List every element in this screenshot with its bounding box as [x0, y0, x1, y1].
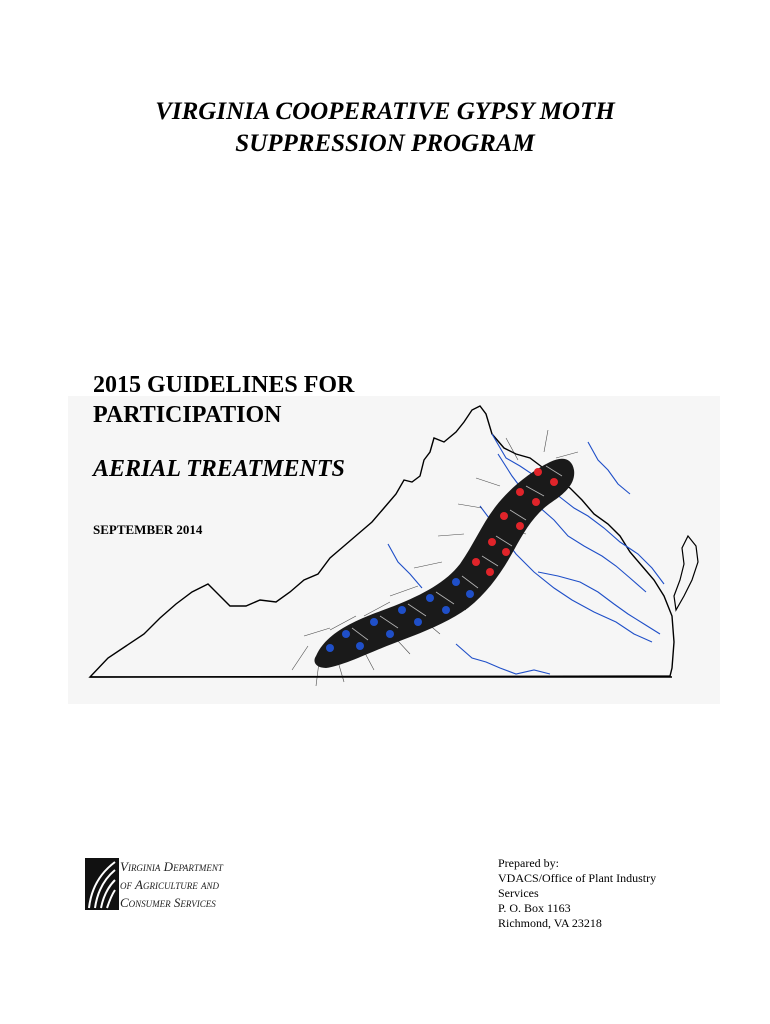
guidelines-heading — [93, 370, 354, 430]
prepared-by-label: Prepared by: — [498, 856, 559, 870]
caterpillar-map-illustration — [68, 396, 720, 704]
prepared-by-city: Richmond, VA 23218 — [498, 916, 602, 930]
publication-date: SEPTEMBER 2014 — [93, 522, 203, 537]
logo-line-3: Consumer Services — [120, 895, 216, 910]
vdacs-logo-text — [120, 858, 223, 912]
program-title-line-2: SUPPRESSION PROGRAM — [235, 130, 535, 157]
aerial-treatments-heading: AERIAL TREATMENTS — [93, 456, 345, 482]
logo-line-1: Virginia Department — [120, 859, 223, 874]
guidelines-heading-line-1: 2015 GUIDELINES FOR — [93, 372, 355, 398]
prepared-by-po-box: P. O. Box 1163 — [498, 901, 571, 915]
prepared-by-office-cont: Services — [498, 886, 539, 900]
vdacs-logo-mark-icon — [85, 858, 119, 910]
vdacs-logo — [85, 858, 285, 914]
guidelines-heading-line-2: PARTICIPATION — [93, 402, 282, 428]
caterpillar-body — [314, 459, 574, 668]
prepared-by-block — [498, 856, 688, 931]
eastern-shore-outline — [674, 536, 698, 610]
logo-line-2: of Agriculture and — [120, 877, 220, 892]
rivers — [388, 434, 664, 674]
program-title-line-1: VIRGINIA COOPERATIVE GYPSY MOTH — [155, 98, 615, 125]
program-title — [0, 96, 770, 160]
prepared-by-office: VDACS/Office of Plant Industry — [498, 871, 657, 885]
virginia-map-figure — [68, 396, 720, 704]
